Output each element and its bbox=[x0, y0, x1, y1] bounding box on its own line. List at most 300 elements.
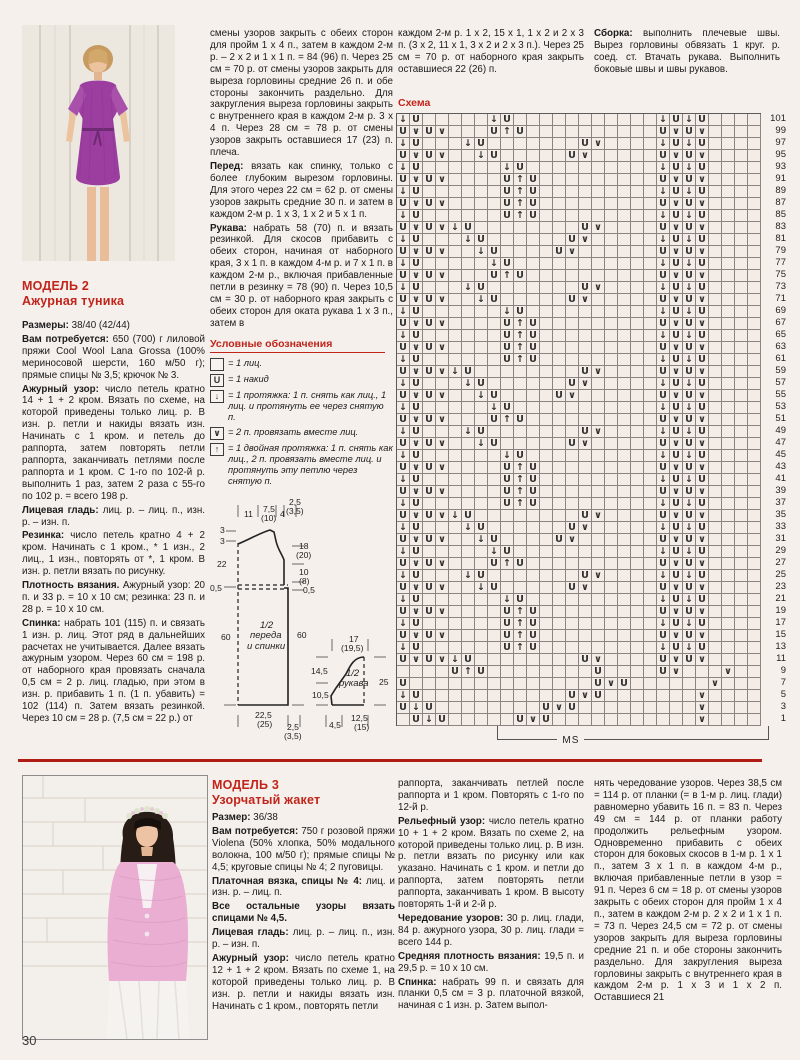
chart-cell bbox=[566, 618, 579, 630]
chart-row-number: 17 bbox=[775, 617, 786, 628]
chart-cell bbox=[709, 306, 722, 318]
chart-cell: ↓ bbox=[501, 594, 514, 606]
chart-cell bbox=[553, 414, 566, 426]
chart-cell bbox=[540, 222, 553, 234]
chart-cell: ↓ bbox=[657, 498, 670, 510]
chart-cell bbox=[709, 606, 722, 618]
chart-cell bbox=[709, 378, 722, 390]
chart-cell bbox=[735, 402, 748, 414]
chart-cell: ↓ bbox=[683, 306, 696, 318]
chart-cell: ↓ bbox=[397, 618, 410, 630]
chart-cell bbox=[722, 210, 735, 222]
chart-cell: ↓ bbox=[683, 138, 696, 150]
chart-row-number: 47 bbox=[775, 437, 786, 448]
chart-cell bbox=[566, 306, 579, 318]
chart-cell bbox=[631, 402, 644, 414]
chart-cell bbox=[722, 186, 735, 198]
chart-cell: U bbox=[423, 366, 436, 378]
chart-cell bbox=[488, 138, 501, 150]
chart-cell: ∨ bbox=[696, 606, 709, 618]
chart-cell bbox=[514, 678, 527, 690]
chart-cell: U bbox=[579, 366, 592, 378]
chart-cell bbox=[709, 126, 722, 138]
schematic-label: 60 bbox=[297, 630, 307, 640]
chart-cell: ↓ bbox=[397, 474, 410, 486]
chart-cell bbox=[605, 114, 618, 126]
chart-cell bbox=[475, 186, 488, 198]
chart-cell bbox=[644, 594, 657, 606]
chart-cell: U bbox=[462, 510, 475, 522]
chart-cell: ∨ bbox=[436, 342, 449, 354]
chart-cell bbox=[722, 594, 735, 606]
chart-cell bbox=[449, 714, 462, 726]
chart-cell: ∨ bbox=[410, 198, 423, 210]
chart-cell: U bbox=[488, 582, 501, 594]
chart-cell: ∨ bbox=[410, 534, 423, 546]
chart-cell bbox=[579, 414, 592, 426]
chart-cell bbox=[748, 258, 761, 270]
chart-cell bbox=[436, 474, 449, 486]
schematic-label: 14,5 bbox=[311, 666, 328, 676]
chart-cell: U bbox=[410, 402, 423, 414]
chart-cell: ∨ bbox=[436, 462, 449, 474]
chart-cell: U bbox=[423, 318, 436, 330]
chart-cell bbox=[618, 162, 631, 174]
chart-cell bbox=[631, 606, 644, 618]
chart-cell bbox=[579, 258, 592, 270]
chart-row-number: 3 bbox=[780, 701, 786, 712]
chart-cell bbox=[631, 258, 644, 270]
chart-cell: U bbox=[670, 354, 683, 366]
chart-cell: U bbox=[683, 510, 696, 522]
chart-cell bbox=[735, 282, 748, 294]
chart-cell bbox=[449, 642, 462, 654]
chart-cell: ∨ bbox=[605, 678, 618, 690]
chart-cell: U bbox=[566, 690, 579, 702]
chart-cell bbox=[462, 546, 475, 558]
chart-cell bbox=[514, 522, 527, 534]
chart-cell bbox=[618, 582, 631, 594]
chart-cell bbox=[631, 138, 644, 150]
chart-cell bbox=[553, 378, 566, 390]
chart-cell: ∨ bbox=[410, 510, 423, 522]
chart-cell: U bbox=[657, 318, 670, 330]
chart-cell bbox=[709, 294, 722, 306]
chart-cell: U bbox=[579, 570, 592, 582]
chart-cell: U bbox=[579, 222, 592, 234]
chart-cell bbox=[605, 174, 618, 186]
chart-cell bbox=[631, 162, 644, 174]
chart-cell: ∨ bbox=[670, 462, 683, 474]
chart-cell bbox=[501, 234, 514, 246]
chart-cell bbox=[670, 714, 683, 726]
chart-cell bbox=[566, 462, 579, 474]
chart-cell: U bbox=[696, 378, 709, 390]
chart-cell bbox=[540, 630, 553, 642]
chart-cell: U bbox=[683, 630, 696, 642]
chart-cell bbox=[748, 282, 761, 294]
chart-cell: U bbox=[514, 714, 527, 726]
chart-cell bbox=[423, 642, 436, 654]
chart-grid bbox=[396, 113, 761, 726]
chart-cell bbox=[722, 378, 735, 390]
chart-cell: U bbox=[462, 222, 475, 234]
chart-cell bbox=[566, 330, 579, 342]
chart-cell bbox=[696, 678, 709, 690]
chart-cell: ∨ bbox=[670, 510, 683, 522]
chart-cell: ∨ bbox=[436, 486, 449, 498]
chart-cell bbox=[592, 534, 605, 546]
chart-cell: ∨ bbox=[410, 174, 423, 186]
chart-cell bbox=[449, 126, 462, 138]
chart-cell bbox=[631, 210, 644, 222]
chart-cell bbox=[514, 390, 527, 402]
chart-cell bbox=[644, 462, 657, 474]
chart-cell bbox=[722, 714, 735, 726]
chart-cell: ↓ bbox=[683, 282, 696, 294]
chart-cell: U bbox=[397, 486, 410, 498]
chart-cell: ↓ bbox=[397, 546, 410, 558]
chart-cell bbox=[748, 390, 761, 402]
chart-cell bbox=[579, 174, 592, 186]
chart-cell bbox=[475, 330, 488, 342]
chart-cell bbox=[631, 498, 644, 510]
chart-row-number: 45 bbox=[775, 449, 786, 460]
chart-cell bbox=[462, 678, 475, 690]
chart-cell bbox=[488, 186, 501, 198]
chart-cell: U bbox=[683, 366, 696, 378]
chart-cell bbox=[631, 462, 644, 474]
chart-cell bbox=[566, 714, 579, 726]
chart-cell bbox=[501, 150, 514, 162]
chart-cell bbox=[527, 438, 540, 450]
chart-cell: U bbox=[501, 546, 514, 558]
chart-cell: ∨ bbox=[410, 270, 423, 282]
chart-cell bbox=[423, 378, 436, 390]
chart-cell: ↓ bbox=[397, 306, 410, 318]
chart-cell bbox=[709, 138, 722, 150]
chart-cell bbox=[605, 714, 618, 726]
chart-cell bbox=[462, 642, 475, 654]
chart-cell: U bbox=[488, 246, 501, 258]
chart-cell bbox=[748, 198, 761, 210]
chart-cell bbox=[475, 702, 488, 714]
chart-cell bbox=[735, 414, 748, 426]
chart-cell bbox=[618, 354, 631, 366]
chart-cell bbox=[748, 186, 761, 198]
chart-cell: ∨ bbox=[436, 198, 449, 210]
chart-cell: ↓ bbox=[683, 642, 696, 654]
chart-cell: ∨ bbox=[592, 138, 605, 150]
chart-cell: ↓ bbox=[657, 426, 670, 438]
chart-cell: ↓ bbox=[397, 162, 410, 174]
chart-cell bbox=[462, 114, 475, 126]
chart-cell: U bbox=[527, 606, 540, 618]
chart-cell: U bbox=[670, 450, 683, 462]
chart-cell bbox=[462, 294, 475, 306]
model2-title-line2: Ажурная туника bbox=[22, 293, 125, 308]
chart-cell: ∨ bbox=[410, 438, 423, 450]
chart-cell bbox=[735, 570, 748, 582]
chart-cell bbox=[527, 450, 540, 462]
chart-cell bbox=[709, 666, 722, 678]
chart-cell: ∨ bbox=[579, 690, 592, 702]
chart-cell: ∨ bbox=[553, 702, 566, 714]
chart-cell: U bbox=[501, 318, 514, 330]
chart-cell: U bbox=[475, 426, 488, 438]
chart-cell: U bbox=[670, 498, 683, 510]
chart-cell bbox=[488, 222, 501, 234]
chart-cell bbox=[579, 270, 592, 282]
chart-cell bbox=[566, 210, 579, 222]
chart-cell bbox=[631, 690, 644, 702]
chart-cell: ↓ bbox=[397, 258, 410, 270]
chart-cell: ↓ bbox=[657, 258, 670, 270]
chart-cell: ∨ bbox=[436, 222, 449, 234]
chart-cell bbox=[579, 246, 592, 258]
chart-cell bbox=[748, 546, 761, 558]
chart-cell bbox=[644, 342, 657, 354]
chart-cell: ∨ bbox=[410, 366, 423, 378]
chart-cell bbox=[449, 318, 462, 330]
chart-cell: ∨ bbox=[709, 678, 722, 690]
model3-title-line2: Узорчатый жакет bbox=[212, 792, 321, 807]
chart-cell bbox=[436, 702, 449, 714]
chart-cell bbox=[449, 138, 462, 150]
chart-cell: ↓ bbox=[397, 570, 410, 582]
chart-cell: ∨ bbox=[410, 294, 423, 306]
chart-cell bbox=[566, 594, 579, 606]
chart-cell bbox=[722, 678, 735, 690]
chart-cell: U bbox=[657, 366, 670, 378]
model3-title-line1: МОДЕЛЬ 3 bbox=[212, 778, 279, 792]
chart-cell bbox=[644, 306, 657, 318]
chart-cell bbox=[462, 594, 475, 606]
paragraph: Лицевая гладь: лиц. р. – лиц. п., изн. р. – изн. п. bbox=[22, 504, 205, 528]
chart-cell bbox=[618, 198, 631, 210]
chart-cell bbox=[735, 198, 748, 210]
chart-cell bbox=[644, 138, 657, 150]
chart-cell: U bbox=[475, 666, 488, 678]
chart-cell: U bbox=[657, 654, 670, 666]
chart-cell bbox=[449, 258, 462, 270]
chart-cell bbox=[722, 606, 735, 618]
chart-cell: ↓ bbox=[488, 114, 501, 126]
model2-column2 bbox=[210, 28, 393, 332]
chart-cell bbox=[449, 210, 462, 222]
chart-cell bbox=[566, 426, 579, 438]
chart-cell: U bbox=[514, 414, 527, 426]
chart-cell bbox=[748, 510, 761, 522]
chart-cell bbox=[527, 510, 540, 522]
chart-cell bbox=[514, 234, 527, 246]
chart-cell: ∨ bbox=[670, 366, 683, 378]
paragraph: Ажурный узор: число петель кратно 12 + 1 + 2 кром. Вязать по схеме 1, на которой приведены только лиц. р. В изн. р. петли и накиды вязать изн. Начинать с 1 кром., повторять петли bbox=[212, 952, 395, 1012]
chart-cell bbox=[488, 522, 501, 534]
chart-row-number: 67 bbox=[775, 317, 786, 328]
chart-cell bbox=[540, 618, 553, 630]
chart-cell: U bbox=[501, 186, 514, 198]
chart-row-number: 91 bbox=[775, 173, 786, 184]
chart-cell bbox=[618, 474, 631, 486]
chart-cell bbox=[488, 330, 501, 342]
chart-cell bbox=[475, 690, 488, 702]
chart-cell bbox=[462, 462, 475, 474]
chart-cell: U bbox=[657, 414, 670, 426]
chart-cell: ∨ bbox=[436, 150, 449, 162]
chart-cell bbox=[631, 306, 644, 318]
chart-cell: U bbox=[397, 438, 410, 450]
chart-cell bbox=[527, 666, 540, 678]
chart-cell bbox=[579, 594, 592, 606]
chart-cell bbox=[488, 234, 501, 246]
chart-cell: ↑ bbox=[514, 498, 527, 510]
chart-cell: ∨ bbox=[410, 414, 423, 426]
knitting-chart bbox=[396, 113, 786, 726]
chart-cell: ↓ bbox=[462, 138, 475, 150]
chart-cell: U bbox=[670, 282, 683, 294]
chart-cell bbox=[618, 390, 631, 402]
chart-cell bbox=[540, 174, 553, 186]
model2-column3b bbox=[594, 28, 780, 78]
chart-cell bbox=[748, 162, 761, 174]
chart-cell bbox=[735, 390, 748, 402]
chart-cell bbox=[631, 618, 644, 630]
chart-cell bbox=[722, 342, 735, 354]
chart-cell bbox=[514, 510, 527, 522]
chart-cell bbox=[657, 714, 670, 726]
chart-cell bbox=[696, 666, 709, 678]
chart-cell: U bbox=[657, 222, 670, 234]
chart-cell: ∨ bbox=[696, 246, 709, 258]
chart-cell bbox=[618, 534, 631, 546]
chart-cell bbox=[462, 186, 475, 198]
chart-cell: ↓ bbox=[657, 114, 670, 126]
chart-cell: ∨ bbox=[696, 366, 709, 378]
chart-cell bbox=[605, 294, 618, 306]
chart-cell: U bbox=[566, 234, 579, 246]
chart-cell: ↓ bbox=[657, 642, 670, 654]
chart-cell bbox=[709, 114, 722, 126]
chart-cell bbox=[644, 630, 657, 642]
chart-cell bbox=[735, 486, 748, 498]
chart-cell bbox=[501, 678, 514, 690]
chart-cell bbox=[540, 378, 553, 390]
chart-cell: U bbox=[670, 378, 683, 390]
chart-cell bbox=[553, 426, 566, 438]
chart-cell: U bbox=[514, 450, 527, 462]
chart-cell bbox=[462, 210, 475, 222]
chart-cell: ∨ bbox=[670, 174, 683, 186]
chart-cell bbox=[527, 690, 540, 702]
chart-cell bbox=[735, 438, 748, 450]
chart-cell bbox=[722, 546, 735, 558]
chart-cell: U bbox=[696, 618, 709, 630]
chart-cell: U bbox=[410, 210, 423, 222]
chart-cell: U bbox=[657, 126, 670, 138]
chart-cell: U bbox=[696, 450, 709, 462]
chart-cell: U bbox=[683, 438, 696, 450]
chart-cell: ↓ bbox=[397, 354, 410, 366]
chart-cell: ↓ bbox=[462, 234, 475, 246]
chart-cell bbox=[462, 450, 475, 462]
chart-cell: U bbox=[410, 450, 423, 462]
chart-cell bbox=[735, 114, 748, 126]
chart-cell bbox=[462, 402, 475, 414]
chart-cell bbox=[735, 690, 748, 702]
chart-cell: ∨ bbox=[579, 438, 592, 450]
chart-cell: ↓ bbox=[657, 162, 670, 174]
chart-cell bbox=[644, 714, 657, 726]
chart-cell: U bbox=[566, 582, 579, 594]
chart-cell bbox=[631, 642, 644, 654]
schematic-label: 10,5 bbox=[312, 690, 329, 700]
chart-cell bbox=[527, 534, 540, 546]
chart-cell: ↓ bbox=[475, 246, 488, 258]
chart-cell bbox=[488, 630, 501, 642]
chart-cell bbox=[618, 366, 631, 378]
chart-cell bbox=[579, 306, 592, 318]
chart-cell bbox=[501, 510, 514, 522]
chart-cell bbox=[540, 258, 553, 270]
chart-cell: ∨ bbox=[696, 534, 709, 546]
chart-cell bbox=[709, 618, 722, 630]
chart-cell bbox=[553, 354, 566, 366]
chart-row-number: 77 bbox=[775, 257, 786, 268]
chart-cell bbox=[644, 270, 657, 282]
chart-cell bbox=[709, 510, 722, 522]
chart-cell bbox=[527, 258, 540, 270]
chart-cell bbox=[540, 498, 553, 510]
chart-cell bbox=[748, 534, 761, 546]
chart-cell bbox=[462, 174, 475, 186]
chart-cell bbox=[748, 582, 761, 594]
chart-cell bbox=[618, 522, 631, 534]
chart-cell bbox=[709, 654, 722, 666]
chart-cell: ∨ bbox=[566, 534, 579, 546]
chart-cell: U bbox=[670, 570, 683, 582]
chart-cell bbox=[475, 414, 488, 426]
chart-cell bbox=[540, 234, 553, 246]
chart-cell bbox=[501, 654, 514, 666]
chart-cell bbox=[566, 198, 579, 210]
chart-row-number: 97 bbox=[775, 137, 786, 148]
chart-cell bbox=[527, 222, 540, 234]
chart-cell: U bbox=[488, 534, 501, 546]
chart-cell bbox=[735, 222, 748, 234]
chart-cell: ∨ bbox=[436, 510, 449, 522]
chart-cell bbox=[514, 438, 527, 450]
chart-cell bbox=[644, 354, 657, 366]
chart-cell bbox=[722, 558, 735, 570]
chart-cell bbox=[709, 150, 722, 162]
chart-cell bbox=[735, 246, 748, 258]
schematic-label: (25) bbox=[257, 719, 273, 729]
chart-cell bbox=[475, 126, 488, 138]
chart-row-number: 89 bbox=[775, 185, 786, 196]
chart-cell bbox=[540, 426, 553, 438]
chart-cell bbox=[722, 354, 735, 366]
chart-cell bbox=[748, 594, 761, 606]
chart-cell bbox=[670, 678, 683, 690]
chart-cell: U bbox=[397, 366, 410, 378]
chart-cell bbox=[462, 390, 475, 402]
chart-cell bbox=[475, 654, 488, 666]
chart-cell bbox=[553, 498, 566, 510]
chart-cell bbox=[579, 534, 592, 546]
chart-cell bbox=[449, 426, 462, 438]
chart-cell bbox=[644, 606, 657, 618]
